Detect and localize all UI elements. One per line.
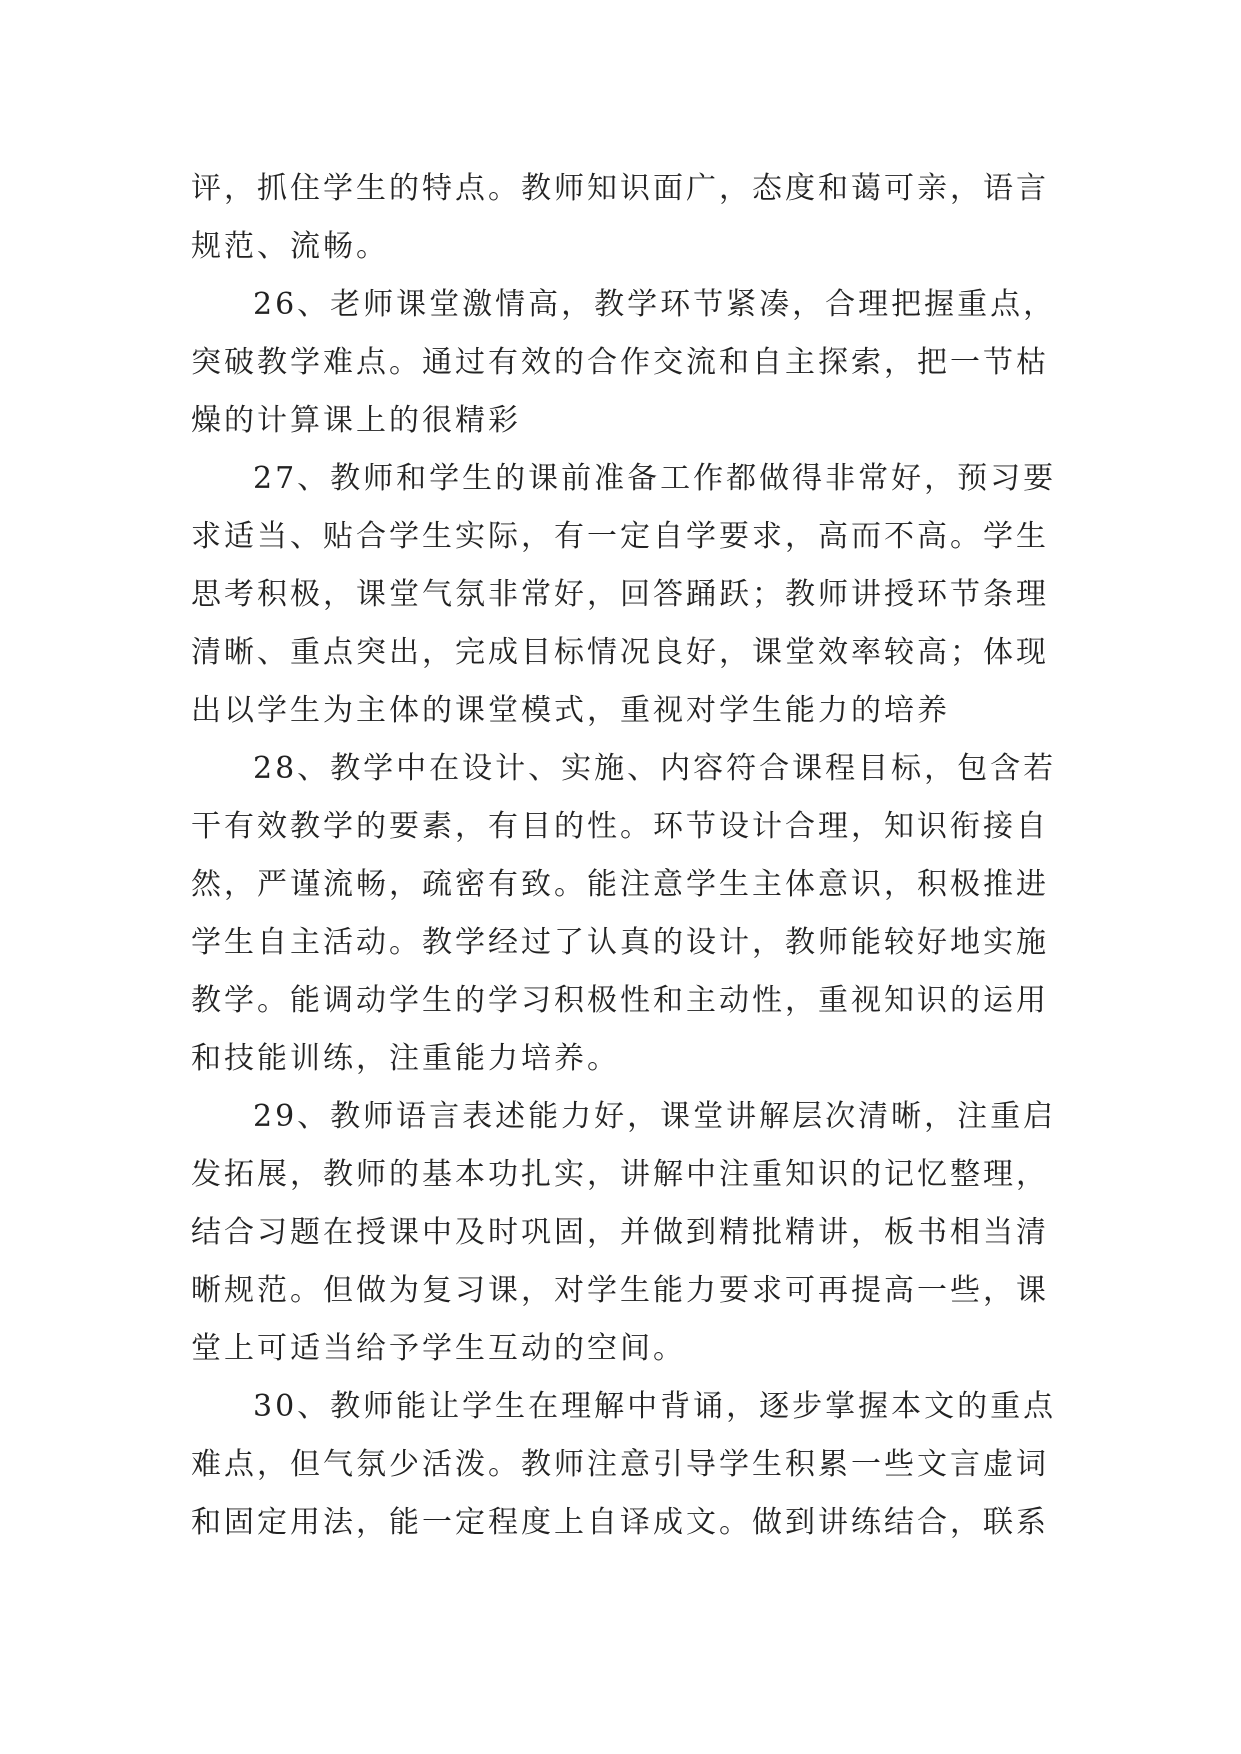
text-line: 和固定用法，能一定程度上自译成文。做到讲练结合，联系 bbox=[191, 1505, 1049, 1540]
text-line: 思考积极，课堂气氛非常好，回答踊跃；教师讲授环节条理 bbox=[191, 577, 1049, 612]
paragraph-start-line: 27、教师和学生的课前准备工作都做得非常好，预习要 bbox=[253, 461, 1057, 496]
text-line: 堂上可适当给予学生互动的空间。 bbox=[191, 1331, 686, 1366]
text-line: 出以学生为主体的课堂模式，重视对学生能力的培养 bbox=[191, 693, 950, 728]
paragraph-start-line: 28、教学中在设计、实施、内容符合课程目标，包含若 bbox=[253, 751, 1057, 786]
document-body bbox=[191, 160, 1057, 1552]
text-line: 结合习题在授课中及时巩固，并做到精批精讲，板书相当清 bbox=[191, 1215, 1049, 1250]
paragraph-start-line: 30、教师能让学生在理解中背诵，逐步掌握本文的重点 bbox=[253, 1389, 1057, 1424]
text-line: 发拓展，教师的基本功扎实，讲解中注重知识的记忆整理， bbox=[191, 1157, 1049, 1192]
text-line: 学生自主活动。教学经过了认真的设计，教师能较好地实施 bbox=[191, 925, 1049, 960]
text-line: 规范、流畅。 bbox=[191, 229, 389, 264]
text-line: 和技能训练，注重能力培养。 bbox=[191, 1041, 620, 1076]
text-line: 求适当、贴合学生实际，有一定自学要求，高而不高。学生 bbox=[191, 519, 1049, 554]
text-line: 然，严谨流畅，疏密有致。能注意学生主体意识，积极推进 bbox=[191, 867, 1049, 902]
text-line: 燥的计算课上的很精彩 bbox=[191, 403, 521, 438]
text-line: 清晰、重点突出，完成目标情况良好，课堂效率较高；体现 bbox=[191, 635, 1049, 670]
text-line: 评，抓住学生的特点。教师知识面广，态度和蔼可亲，语言 bbox=[191, 171, 1049, 206]
text-line: 突破教学难点。通过有效的合作交流和自主探索，把一节枯 bbox=[191, 345, 1049, 380]
text-line: 晰规范。但做为复习课，对学生能力要求可再提高一些，课 bbox=[191, 1273, 1049, 1308]
text-line: 难点，但气氛少活泼。教师注意引导学生积累一些文言虚词 bbox=[191, 1447, 1049, 1482]
paragraph-start-line: 26、老师课堂激情高，教学环节紧凑，合理把握重点， bbox=[253, 287, 1057, 322]
paragraph-start-line: 29、教师语言表述能力好，课堂讲解层次清晰，注重启 bbox=[253, 1099, 1057, 1134]
text-line: 教学。能调动学生的学习积极性和主动性，重视知识的运用 bbox=[191, 983, 1049, 1018]
text-line: 干有效教学的要素，有目的性。环节设计合理，知识衔接自 bbox=[191, 809, 1049, 844]
